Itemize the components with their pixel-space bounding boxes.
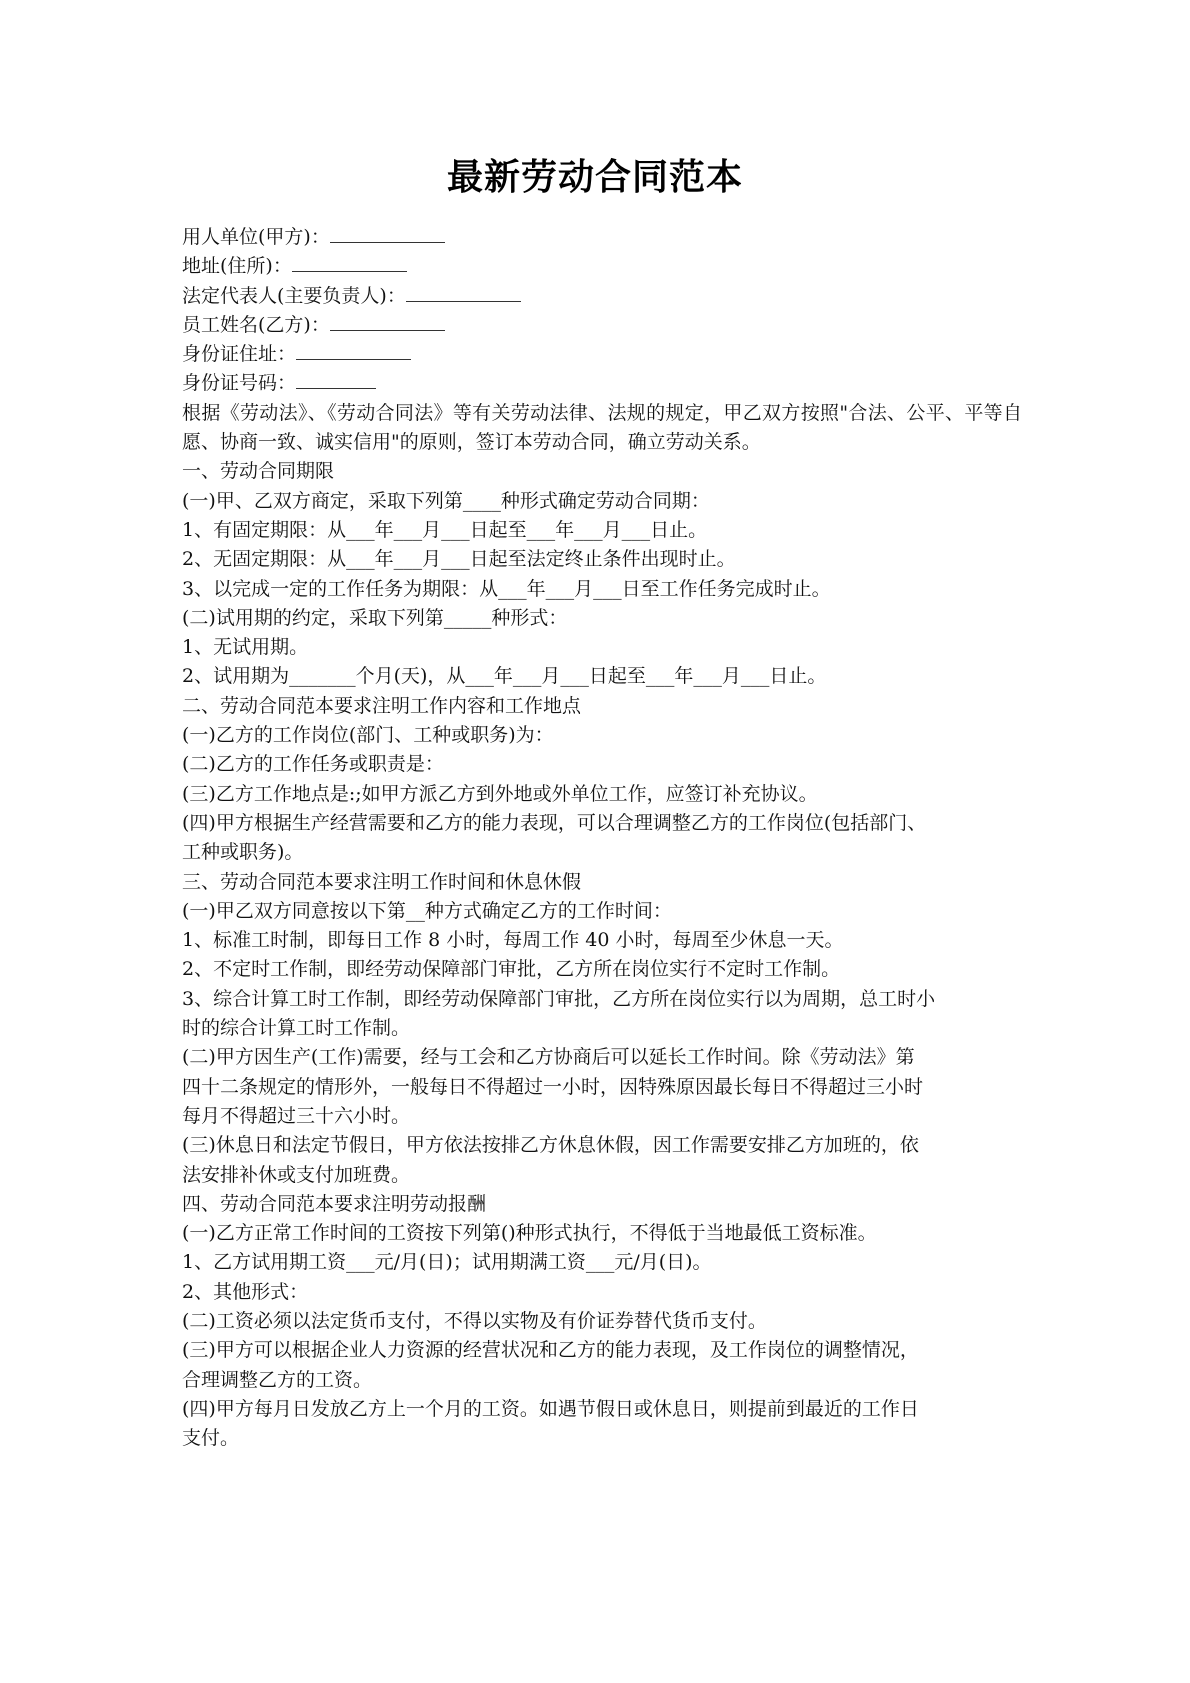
clause-line: (二)乙方的工作任务或职责是： (182, 753, 444, 776)
clause-line: (四)甲方根据生产经营需要和乙方的能力表现，可以合理调整乙方的工作岗位(包括部门、 (182, 811, 927, 834)
employee-name-blank (330, 312, 445, 331)
clause-line: 时的综合计算工时工作制。 (182, 1017, 411, 1040)
field-label: 身份证住址： (182, 343, 297, 366)
clause-line: 2、试用期为_______个月(天)，从___年___月___日起至___年___月___日止。 (182, 665, 827, 688)
clause-line: 2、不定时工作制，即经劳动保障部门审批，乙方所在岗位实行不定时工作制。 (182, 958, 841, 981)
clause-line: 3、综合计算工时工作制，即经劳动保障部门审批，乙方所在岗位实行以为周期，总工时小 (182, 987, 936, 1010)
intro-paragraph: 根据《劳动法》、《劳动合同法》等有关劳动法律、法规的规定，甲乙双方按照"合法、公平、平等自愿、协商一致、诚实信用"的原则，签订本劳动合同，确立劳动关系。 (182, 401, 1022, 454)
section-heading-1: 一、劳动合同期限 (182, 460, 335, 483)
field-label: 员工姓名(乙方)： (182, 313, 330, 336)
clause-line: 支付。 (182, 1427, 240, 1450)
clause-line: 每月不得超过三十六小时。 (182, 1104, 411, 1127)
clause-line: (二)试用期的约定，采取下列第_____种形式： (182, 606, 568, 629)
employer-blank (330, 224, 445, 243)
id-number-blank (296, 370, 376, 389)
document-body (182, 223, 1022, 1453)
field-label: 身份证号码： (182, 372, 297, 395)
field-address (182, 252, 1022, 281)
clause-line: 1、无试用期。 (182, 636, 309, 659)
clause-line: (一)甲乙双方同意按以下第__种方式确定乙方的工作时间： (182, 899, 672, 922)
clause-line: (三)休息日和法定节假日，甲方依法按排乙方休息休假，因工作需要安排乙方加班的，依 (182, 1134, 919, 1157)
clause-line: 合理调整乙方的工资。 (182, 1368, 373, 1391)
field-id-address (182, 340, 1022, 369)
field-legal-representative (182, 282, 1022, 311)
clause-line: (一)乙方的工作岗位(部门、工种或职务)为： (182, 724, 554, 747)
clause-line: (一)甲、乙双方商定，采取下列第____种形式确定劳动合同期： (182, 489, 710, 512)
section-heading-2: 二、劳动合同范本要求注明工作内容和工作地点 (182, 694, 582, 717)
clause-line: 法安排补休或支付加班费。 (182, 1163, 411, 1186)
clause-line: (一)乙方正常工作时间的工资按下列第()种形式执行，不得低于当地最低工资标准。 (182, 1222, 877, 1245)
field-id-number (182, 369, 1022, 398)
id-address-blank (296, 341, 411, 360)
clause-line: 2、其他形式： (182, 1280, 309, 1303)
clause-line: (三)甲方可以根据企业人力资源的经营状况和乙方的能力表现，及工作岗位的调整情况， (182, 1339, 919, 1362)
clause-line: 工种或职务)。 (182, 841, 304, 864)
clause-line: 3、以完成一定的工作任务为期限：从___年___月___日至工作任务完成时止。 (182, 577, 831, 600)
clause-line: 1、乙方试用期工资___元/月(日)；试用期满工资___元/月(日)。 (182, 1251, 712, 1274)
field-label: 用人单位(甲方)： (182, 226, 330, 248)
clause-line: 1、有固定期限：从___年___月___日起至___年___月___日止。 (182, 518, 708, 541)
field-label: 地址(住所)： (182, 255, 292, 278)
clause-line: (四)甲方每月日发放乙方上一个月的工资。如遇节假日或休息日，则提前到最近的工作日 (182, 1397, 919, 1420)
field-employee-name (182, 311, 1022, 340)
address-blank (292, 253, 407, 272)
clause-line: 2、无固定期限：从___年___月___日起至法定终止条件出现时止。 (182, 548, 736, 571)
section-heading-3: 三、劳动合同范本要求注明工作时间和休息休假 (182, 870, 582, 893)
clause-line: (二)甲方因生产(工作)需要，经与工会和乙方协商后可以延长工作时间。除《劳动法》第 (182, 1046, 915, 1069)
field-label: 法定代表人(主要负责人)： (182, 284, 406, 307)
clause-line: (二)工资必须以法定货币支付，不得以实物及有价证券替代货币支付。 (182, 1309, 767, 1332)
legal-representative-blank (406, 283, 521, 302)
clause-line: 四十二条规定的情形外，一般每日不得超过一小时，因特殊原因最长每日不得超过三小时 (182, 1075, 924, 1098)
clause-line: 1、标准工时制，即每日工作 8 小时，每周工作 40 小时，每周至少休息一天。 (182, 929, 844, 952)
clause-line: (三)乙方工作地点是:;如甲方派乙方到外地或外单位工作，应签订补充协议。 (182, 782, 818, 805)
section-heading-4: 四、劳动合同范本要求注明劳动报酬 (182, 1192, 487, 1215)
field-employer (182, 223, 1022, 252)
document-title: 最新劳动合同范本 (446, 157, 743, 198)
